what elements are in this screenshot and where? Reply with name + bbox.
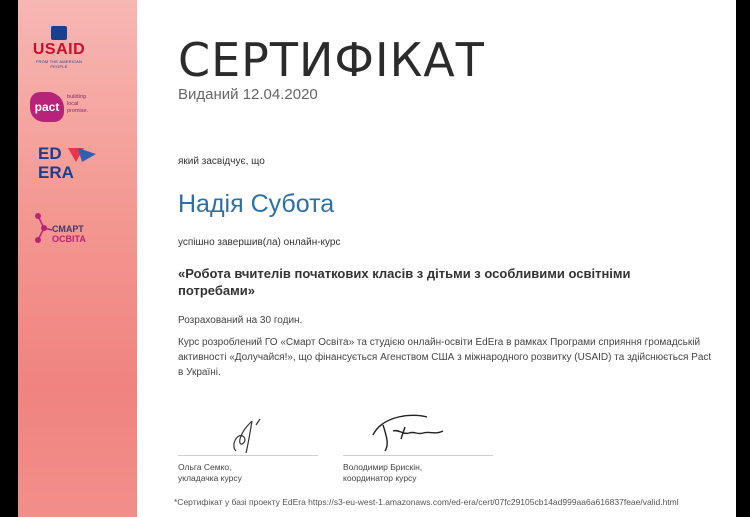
issue-date: Виданий 12.04.2020 xyxy=(178,86,318,103)
pact-wordmark: pact xyxy=(30,92,64,122)
course-hours: Розрахований на 30 годин. xyxy=(178,315,303,326)
pact-logo xyxy=(30,88,100,124)
signer-briskin: Володимир Брискін, координатор курсу xyxy=(343,462,423,483)
smart-osvita-logo xyxy=(32,210,112,250)
usaid-wordmark: USAID xyxy=(32,41,86,58)
course-title: «Робота вчителів початкових класів з дітьми з особливими освітніми потребами» xyxy=(178,266,631,298)
signature-line xyxy=(178,455,318,456)
usaid-tagline: FROM THE AMERICAN PEOPLE xyxy=(35,59,83,69)
signature-block-semko xyxy=(178,415,318,484)
signer-semko: Ольга Семко, укладачка курсу xyxy=(178,462,242,483)
edera-logo xyxy=(38,144,98,188)
pact-tagline: building local promise. xyxy=(67,94,89,114)
signature-semko-icon xyxy=(178,415,318,455)
recipient-name: Надія Субота xyxy=(178,190,335,218)
signature-briskin-icon xyxy=(343,405,493,455)
verification-link[interactable]: *Сертифікат у базі проекту EdEra https://s3-eu-west-1.amazonaws.com/ed-era/cert/07fc29105cb14ad999aa6a616837feae/valid.html xyxy=(174,497,679,507)
edera-mark-icon xyxy=(38,144,98,188)
molecule-icon xyxy=(32,210,54,250)
usaid-logo xyxy=(28,26,90,69)
certificate xyxy=(18,0,736,517)
signature-line xyxy=(343,455,493,456)
course-description: Курс розроблений ГО «Смарт Освіта» та студією онлайн-освіти EdEra в рамках Програми сприяння громадській активності «Долучайся!», що фінансується Агенством США з міжнародного розвитку (USAID) та здійснюється Pact в Україні. xyxy=(178,337,712,378)
certifies-text: який засвідчує, що xyxy=(178,156,265,167)
usaid-seal-icon xyxy=(51,26,67,40)
signature-block-briskin xyxy=(343,405,493,484)
completed-text: успішно завершив(ла) онлайн-курс xyxy=(178,237,341,248)
edera-wordmark: ED ERA xyxy=(38,144,74,182)
certificate-title: СЕРТИФІКАТ xyxy=(178,33,485,87)
smart-osvita-wordmark: СМАРТ ОСВІТА xyxy=(52,224,86,244)
logo-sidebar xyxy=(18,0,137,517)
